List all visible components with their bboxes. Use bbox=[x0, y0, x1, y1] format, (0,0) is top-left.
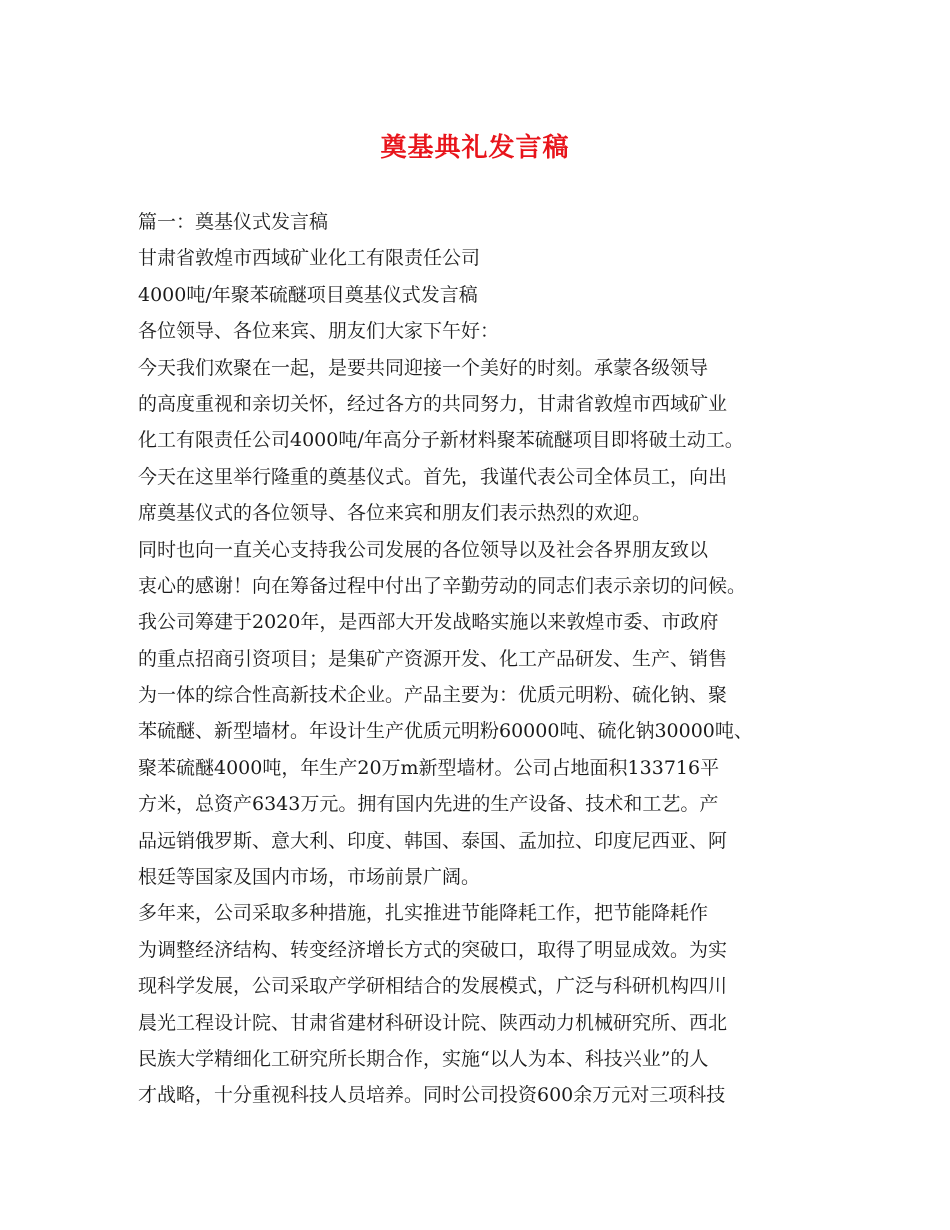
text-line: 苯硫醚、新型墙材。年设计生产优质元明粉60000吨、硫化钠30000吨、 bbox=[138, 720, 753, 743]
page-title: 奠基典礼发言稿 bbox=[380, 133, 570, 163]
text-line: 为调整经济结构、转变经济增长方式的突破口，取得了明显成效。为实 bbox=[138, 938, 728, 961]
text-line: 我公司筹建于2020年，是西部大开发战略实施以来敦煌市委、市政府 bbox=[138, 611, 719, 634]
document-body bbox=[138, 204, 824, 1114]
text-line: 衷心的感谢！向在筹备过程中付出了辛勤劳动的同志们表示亲切的问候。 bbox=[138, 574, 747, 597]
text-line: 根廷等国家及国内市场，市场前景广阔。 bbox=[138, 866, 481, 889]
text-line: 民族大学精细化工研究所长期合作，实施“以人为本、科技兴业”的人 bbox=[138, 1047, 709, 1070]
text-line: 各位领导、各位来宾、朋友们大家下午好： bbox=[138, 320, 500, 343]
text-line: 才战略，十分重视科技人员培养。同时公司投资600余万元对三项科技 bbox=[138, 1084, 726, 1107]
text-line: 现科学发展，公司采取产学研相结合的发展模式，广泛与科研机构四川 bbox=[138, 975, 728, 998]
text-line: 篇一：奠基仪式发言稿 bbox=[138, 211, 329, 233]
text-line: 多年来，公司采取多种措施，扎实推进节能降耗工作，把节能降耗作 bbox=[138, 902, 709, 925]
text-line: 品远销俄罗斯、意大利、印度、韩国、泰国、孟加拉、印度尼西亚、阿 bbox=[138, 829, 728, 852]
text-line: 化工有限责任公司4000吨/年高分子新材料聚苯硫醚项目即将破土动工。 bbox=[138, 429, 744, 452]
text-line: 甘肃省敦煌市西域矿业化工有限责任公司 bbox=[138, 247, 481, 270]
text-line: 席奠基仪式的各位领导、各位来宾和朋友们表示热烈的欢迎。 bbox=[138, 502, 652, 525]
text-line: 今天在这里举行隆重的奠基仪式。首先，我谨代表公司全体员工，向出 bbox=[138, 465, 728, 488]
text-line: 的高度重视和亲切关怀，经过各方的共同努力，甘肃省敦煌市西域矿业 bbox=[138, 392, 728, 415]
text-line: 今天我们欢聚在一起，是要共同迎接一个美好的时刻。承蒙各级领导 bbox=[138, 356, 709, 379]
text-line: 方米，总资产6343万元。拥有国内先进的生产设备、技术和工艺。产 bbox=[138, 793, 719, 816]
text-line: 晨光工程设计院、甘肃省建材科研设计院、陕西动力机械研究所、西北 bbox=[138, 1011, 728, 1034]
text-line: 聚苯硫醚4000吨，年生产20万m新型墙材。公司占地面积133716平 bbox=[138, 756, 720, 779]
text-line: 同时也向一直关心支持我公司发展的各位领导以及社会各界朋友致以 bbox=[138, 538, 709, 561]
text-line: 为一体的综合性高新技术企业。产品主要为：优质元明粉、硫化钠、聚 bbox=[138, 684, 728, 707]
text-line: 4000吨/年聚苯硫醚项目奠基仪式发言稿 bbox=[138, 283, 478, 306]
text-line: 的重点招商引资项目；是集矿产资源开发、化工产品研发、生产、销售 bbox=[138, 647, 728, 670]
